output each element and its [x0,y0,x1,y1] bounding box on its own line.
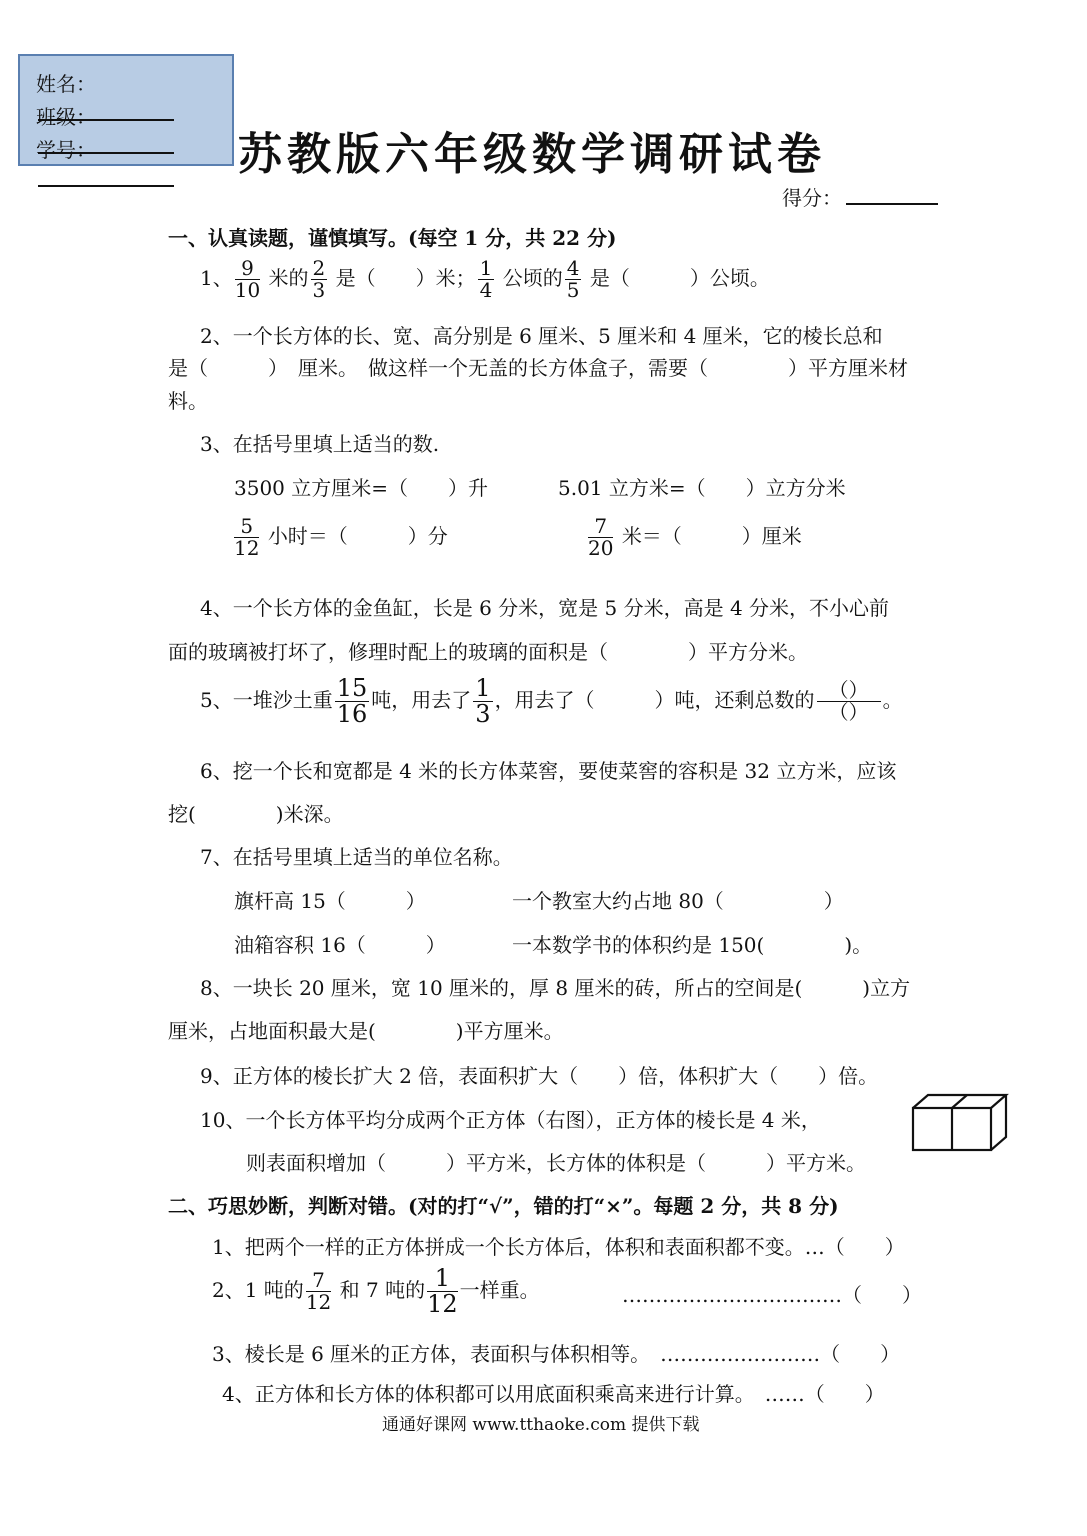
q5-frac-b: $\frac{1}{3}$ [475,674,491,729]
footer-text: 通通好课网 www.tthaoke.com 提供下载 [382,1415,700,1435]
section2-heading: 二、巧思妙断，判断对错。(对的打“√”，错的打“×”。每题 2 分，共 8 分) [168,1194,839,1218]
q7-a: 旗杆高 15（ ） [234,889,426,913]
judge-2 [212,1266,540,1317]
q7: 7、在括号里填上适当的单位名称。 [200,845,513,869]
q7-c: 油箱容积 16（ ） [234,933,446,957]
q5-text-d: 。 [882,688,903,713]
cuboid-figure [910,1092,1010,1154]
q3-d [586,516,802,559]
q1-text-b: 米的 [268,266,309,290]
page-title: 苏教版六年级数学调研试卷 [238,129,826,180]
student-info-box [18,54,234,166]
q3-d-frac: $\frac{7}{20}$ [588,514,614,560]
q2-line2: 是（ ） 厘米。 做这样一个无盖的长方体盒子，需要（ ）平方厘米材 [168,356,908,380]
q5 [200,676,903,727]
q1-text-d: 公顷的 [502,266,563,290]
q3-c [232,516,448,559]
score-blank[interactable] [846,185,938,205]
q3: 3、在括号里填上适当的数. [200,432,440,456]
score-row [782,182,938,211]
q1-frac-c: $\frac{1}{4}$ [479,256,493,302]
q10-line1: 10、一个长方体平均分成两个正方体（右图），正方体的棱长是 4 米， [200,1108,821,1132]
q3-c-text: 小时＝（ ）分 [267,524,448,548]
judge-1: 1、把两个一样的正方体拼成一个长方体后，体积和表面积都不变。…（ ） [212,1235,905,1259]
judge2-frac-a: $\frac{7}{12}$ [305,1268,332,1315]
id-blank[interactable] [38,165,174,187]
judge2-dots: ……………………………（ ） [622,1283,922,1307]
id-row [36,134,232,187]
q5-text-b: 吨，用去了 [371,688,472,713]
q6-line2: 挖( )米深。 [168,802,344,826]
q1-number: 1、 [200,266,233,290]
section1-heading: 一、认真读题，谨慎填写。(每空 1 分，共 22 分) [168,226,617,250]
id-label: 学号： [36,138,96,162]
judge-4: 4、正方体和长方体的体积都可以用底面积乘高来进行计算。 ……（ ） [222,1382,885,1406]
q7-d: 一本数学书的体积约是 150( )。 [512,933,873,957]
q4-line2: 面的玻璃被打坏了，修理时配上的玻璃的面积是（ ）平方分米。 [168,640,808,664]
q1-frac-b: $\frac{2}{3}$ [312,256,326,302]
q3-d-text: 米＝（ ）厘米 [621,524,802,548]
class-label: 班级： [36,105,96,129]
q10-line2: 则表面积增加（ ）平方米，长方体的体积是（ ）平方米。 [246,1151,866,1175]
q1 [200,258,770,301]
judge-3: 3、棱长是 6 厘米的正方体，表面积与体积相等。 ……………………（ ） [212,1342,901,1366]
q1-frac-a: $\frac{9}{10}$ [234,256,261,302]
cuboid-top-split [952,1095,967,1108]
q3-c-frac: $\frac{5}{12}$ [234,514,260,560]
q1-text-c: 是（ ）米； [335,266,476,290]
q5-text-c: ，用去了（ ）吨，还剩总数的 [494,688,815,713]
judge2-text-c: 一样重。 [459,1278,540,1303]
judge2-frac-b: $\frac{1}{12}$ [427,1264,458,1319]
cuboid-side-face [991,1095,1006,1150]
q5-frac-a: $\frac{15}{16}$ [336,674,368,729]
judge2-text-b: 和 7 吨的 [339,1278,426,1303]
q1-frac-d: $\frac{4}{5}$ [566,256,580,302]
q9: 9、正方体的棱长扩大 2 倍，表面积扩大（ ）倍，体积扩大（ ）倍。 [200,1064,879,1088]
q2-line3: 料。 [168,389,208,413]
judge2-text-a: 2、1 吨的 [212,1278,304,1303]
q5-text-a: 5、一堆沙土重 [200,688,333,713]
score-label: 得分： [782,186,842,210]
q7-b: 一个教室大约占地 80（ ） [512,889,844,913]
q5-frac-c: $\frac{()}{()}$ [817,680,881,723]
q2-line1: 2、一个长方体的长、宽、高分别是 6 厘米、5 厘米和 4 厘米，它的棱长总和 [200,324,883,348]
q6-line1: 6、挖一个长和宽都是 4 米的长方体菜窖，要使菜窖的容积是 32 立方米，应该 [200,759,897,783]
name-label: 姓名： [36,72,96,96]
q3-a: 3500 立方厘米=（ ）升 [234,476,489,500]
q3-b: 5.01 立方米=（ ）立方分米 [558,476,846,500]
q4-line1: 4、一个长方体的金鱼缸，长是 6 分米，宽是 5 分米，高是 4 分米，不小心前 [200,596,890,620]
q8-line1: 8、一块长 20 厘米，宽 10 厘米的，厚 8 厘米的砖，所占的空间是( )立方 [200,976,911,1000]
q1-text-e: 是（ ）公顷。 [589,266,770,290]
q8-line2: 厘米，占地面积最大是( )平方厘米。 [168,1019,564,1043]
